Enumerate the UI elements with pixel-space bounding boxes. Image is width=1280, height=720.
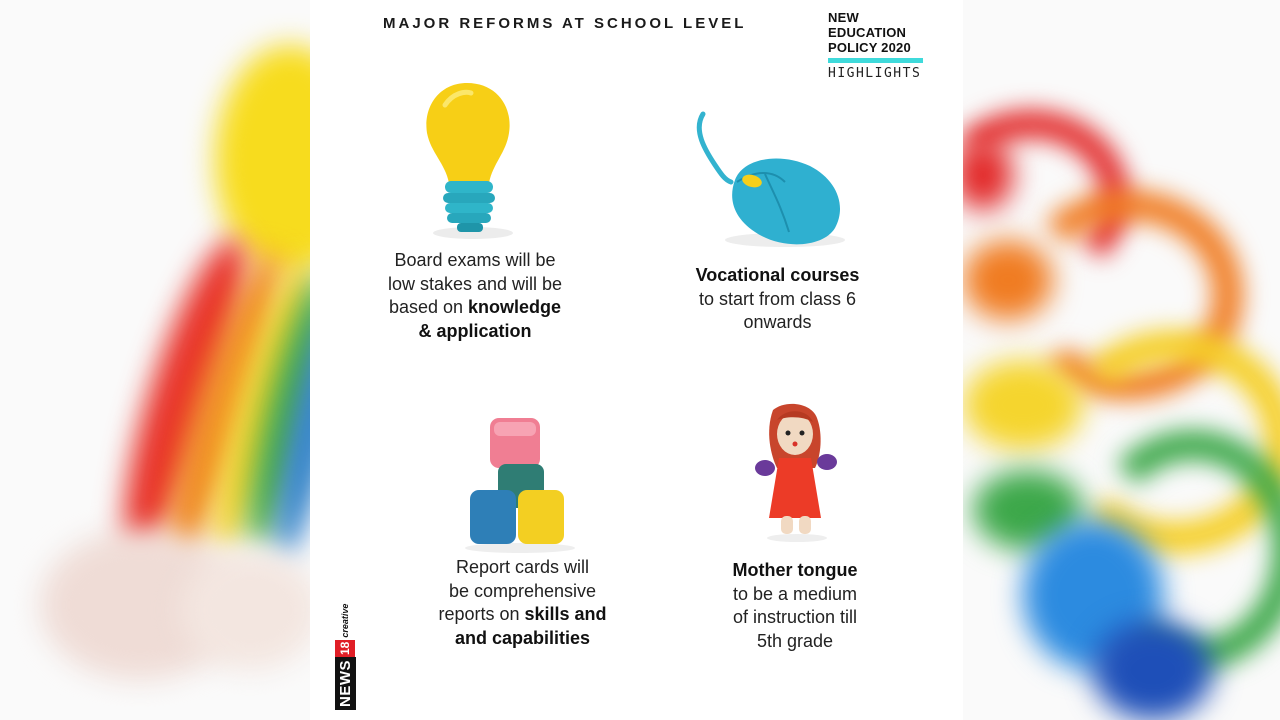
doll-clay-icon <box>745 400 845 545</box>
caption-line: to be a medium <box>732 583 858 604</box>
left-blurred-backdrop <box>0 0 310 720</box>
caption-bold: Mother tongue <box>732 560 858 580</box>
caption-line: of instruction till <box>732 607 858 627</box>
logo-text: NEWS <box>335 657 356 710</box>
caption-bold: skills and <box>524 604 607 624</box>
caption-line: onwards <box>743 312 812 332</box>
mouse-clay-icon <box>685 110 855 255</box>
report-cards-caption <box>410 556 635 650</box>
caption-line: Report cards will <box>455 557 590 577</box>
logo-number: 18 <box>335 640 355 657</box>
badge-subtitle: HIGHLIGHTS <box>828 66 922 81</box>
caption-line: based on <box>388 297 469 317</box>
badge-line-2: EDUCATION <box>828 25 907 40</box>
caption-line: be comprehensive <box>448 580 597 601</box>
caption-line: 5th grade <box>756 630 834 651</box>
mother-tongue-caption <box>686 559 904 653</box>
infographic-card <box>310 0 963 720</box>
blocks-clay-icon <box>460 410 580 555</box>
policy-badge <box>828 10 928 81</box>
news18-logo <box>334 603 356 710</box>
caption-line: Board exams will be <box>394 250 556 270</box>
caption-line: low stakes and will be <box>387 273 563 294</box>
caption-bold: and capabilities <box>454 627 591 648</box>
caption-bold: Vocational courses <box>695 265 860 285</box>
badge-line-1: NEW <box>828 10 859 25</box>
logo-sub: creative <box>340 603 350 638</box>
caption-line: to start from class 6 <box>698 288 857 309</box>
caption-bold: knowledge <box>468 297 562 317</box>
right-blurred-backdrop <box>963 0 1280 720</box>
badge-line-3: POLICY 2020 <box>828 40 911 55</box>
board-exams-caption <box>350 249 600 343</box>
caption-line: reports on <box>438 604 525 624</box>
lightbulb-clay-icon <box>405 75 535 245</box>
vocational-caption <box>660 264 895 335</box>
badge-accent-bar <box>828 58 923 63</box>
caption-bold: & application <box>418 320 532 341</box>
headline: MAJOR REFORMS AT SCHOOL LEVEL <box>383 15 747 32</box>
